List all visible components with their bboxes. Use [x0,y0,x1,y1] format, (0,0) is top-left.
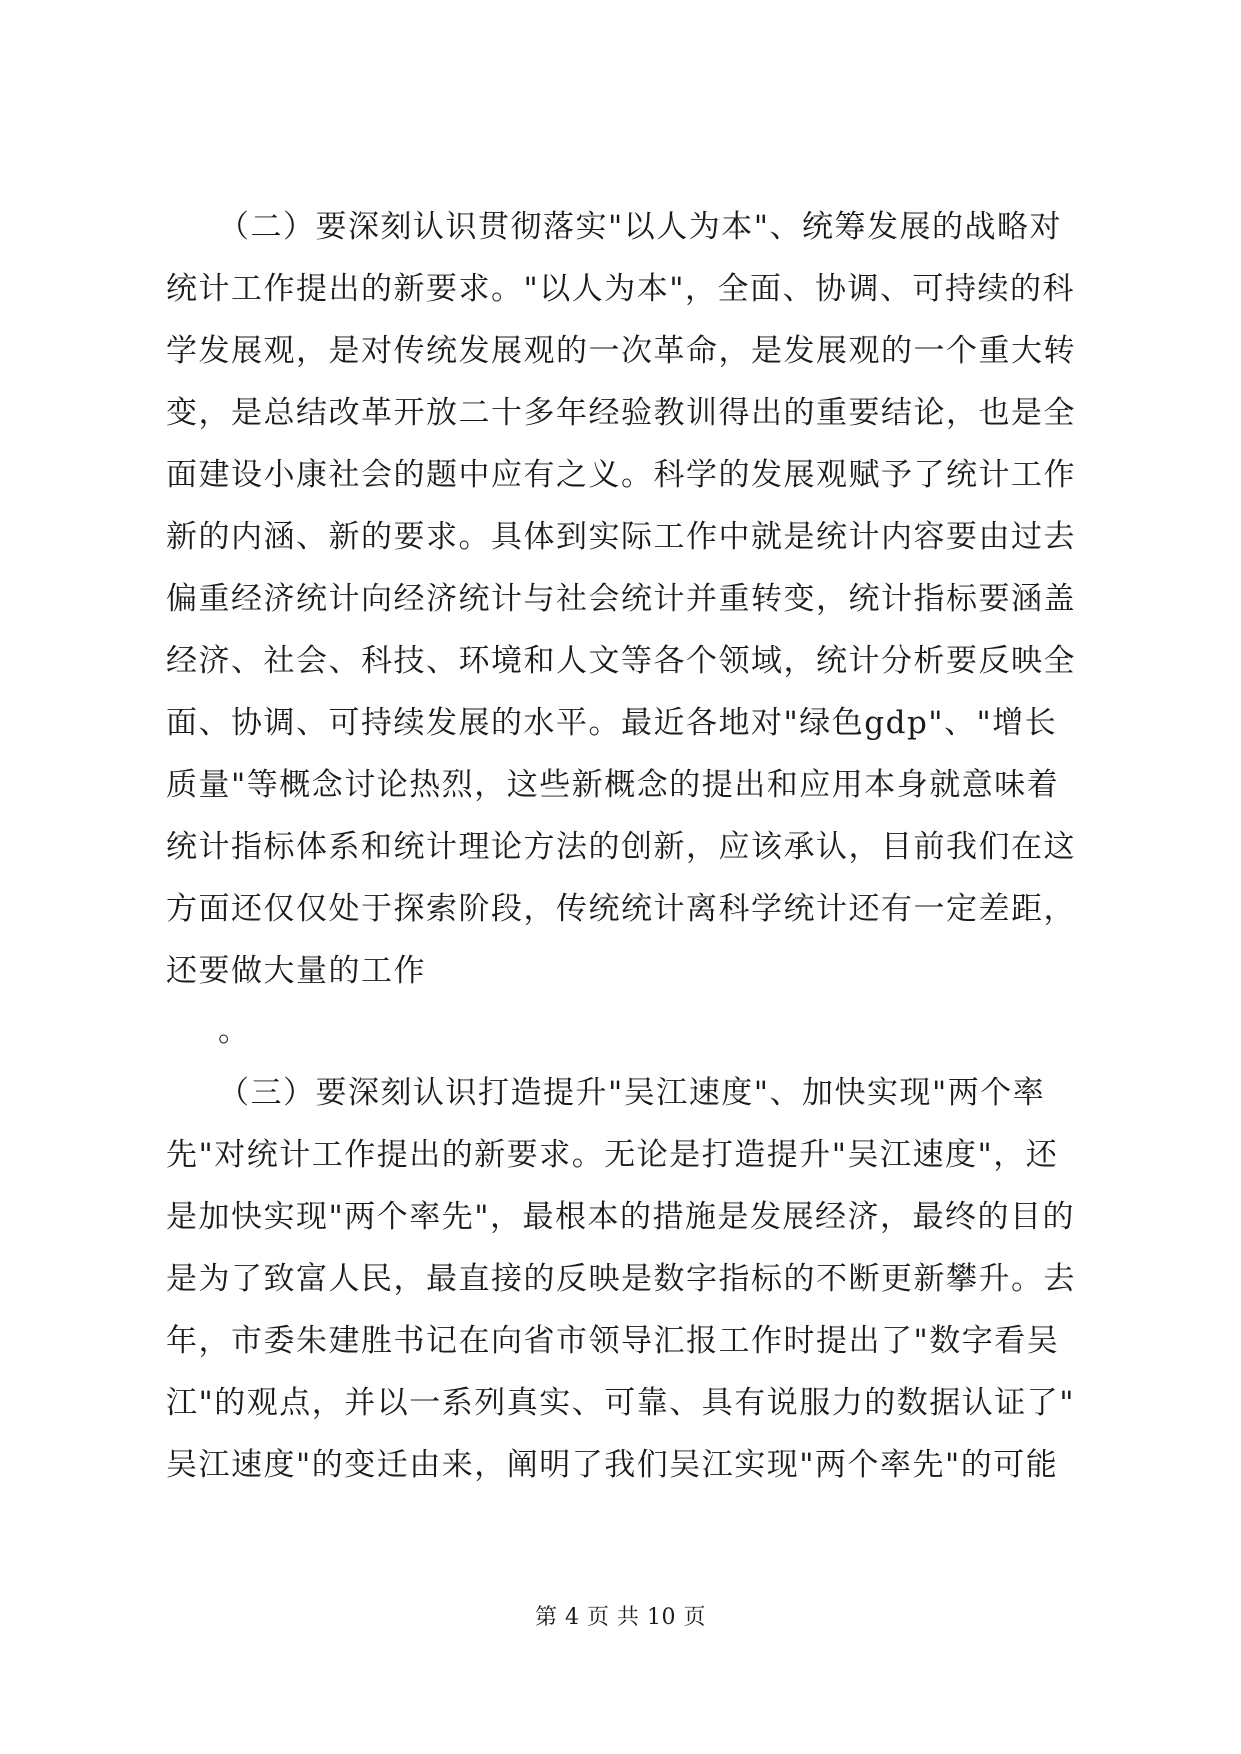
paragraph-line: （三）要深刻认识打造提升"吴江速度"、加快实现"两个率 [218,1075,1046,1111]
paragraph-line: 学发展观，是对传统发展观的一次革命，是发展观的一个重大转 [166,333,1076,369]
paragraph-line: 还要做大量的工作 [166,953,426,989]
paragraph-line: 是加快实现"两个率先"，最根本的措施是发展经济，最终的目的 [166,1199,1076,1235]
page-number-footer: 第 4 页 共 10 页 [535,1605,706,1630]
paragraph-line: 方面还仅仅处于探索阶段，传统统计离科学统计还有一定差距， [166,891,1076,927]
paragraph-line: 面、协调、可持续发展的水平。最近各地对"绿色gdp"、"增长 [166,705,1058,741]
paragraph-line: 面建设小康社会的题中应有之义。科学的发展观赋予了统计工作 [166,457,1076,493]
paragraph-line: 变，是总结改革开放二十多年经验教训得出的重要结论，也是全 [166,395,1076,431]
paragraph-line: 质量"等概念讨论热烈，这些新概念的提出和应用本身就意味着 [166,767,1060,803]
paragraph-line: 是为了致富人民，最直接的反映是数字指标的不断更新攀升。去 [166,1261,1076,1297]
paragraph-line: 统计工作提出的新要求。"以人为本"，全面、协调、可持续的科 [166,271,1076,307]
paragraph-line: 江"的观点，并以一系列真实、可靠、具有说服力的数据认证了" [166,1385,1076,1421]
paragraph-line: 年，市委朱建胜书记在向省市领导汇报工作时提出了"数字看吴 [166,1323,1060,1359]
paragraph-line: 统计指标体系和统计理论方法的创新，应该承认，目前我们在这 [166,829,1076,865]
paragraph-line: 偏重经济统计向经济统计与社会统计并重转变，统计指标要涵盖 [166,581,1076,617]
paragraph-line: （二）要深刻认识贯彻落实"以人为本"、统筹发展的战略对 [218,209,1063,245]
paragraph-line: 吴江速度"的变迁由来，阐明了我们吴江实现"两个率先"的可能 [166,1447,1059,1483]
paragraph-line: 经济、社会、科技、环境和人文等各个领域，统计分析要反映全 [166,643,1076,679]
paragraph-line: 。 [218,1013,251,1049]
paragraph-line: 先"对统计工作提出的新要求。无论是打造提升"吴江速度"，还 [166,1137,1059,1173]
paragraph-line: 新的内涵、新的要求。具体到实际工作中就是统计内容要由过去 [166,519,1076,555]
